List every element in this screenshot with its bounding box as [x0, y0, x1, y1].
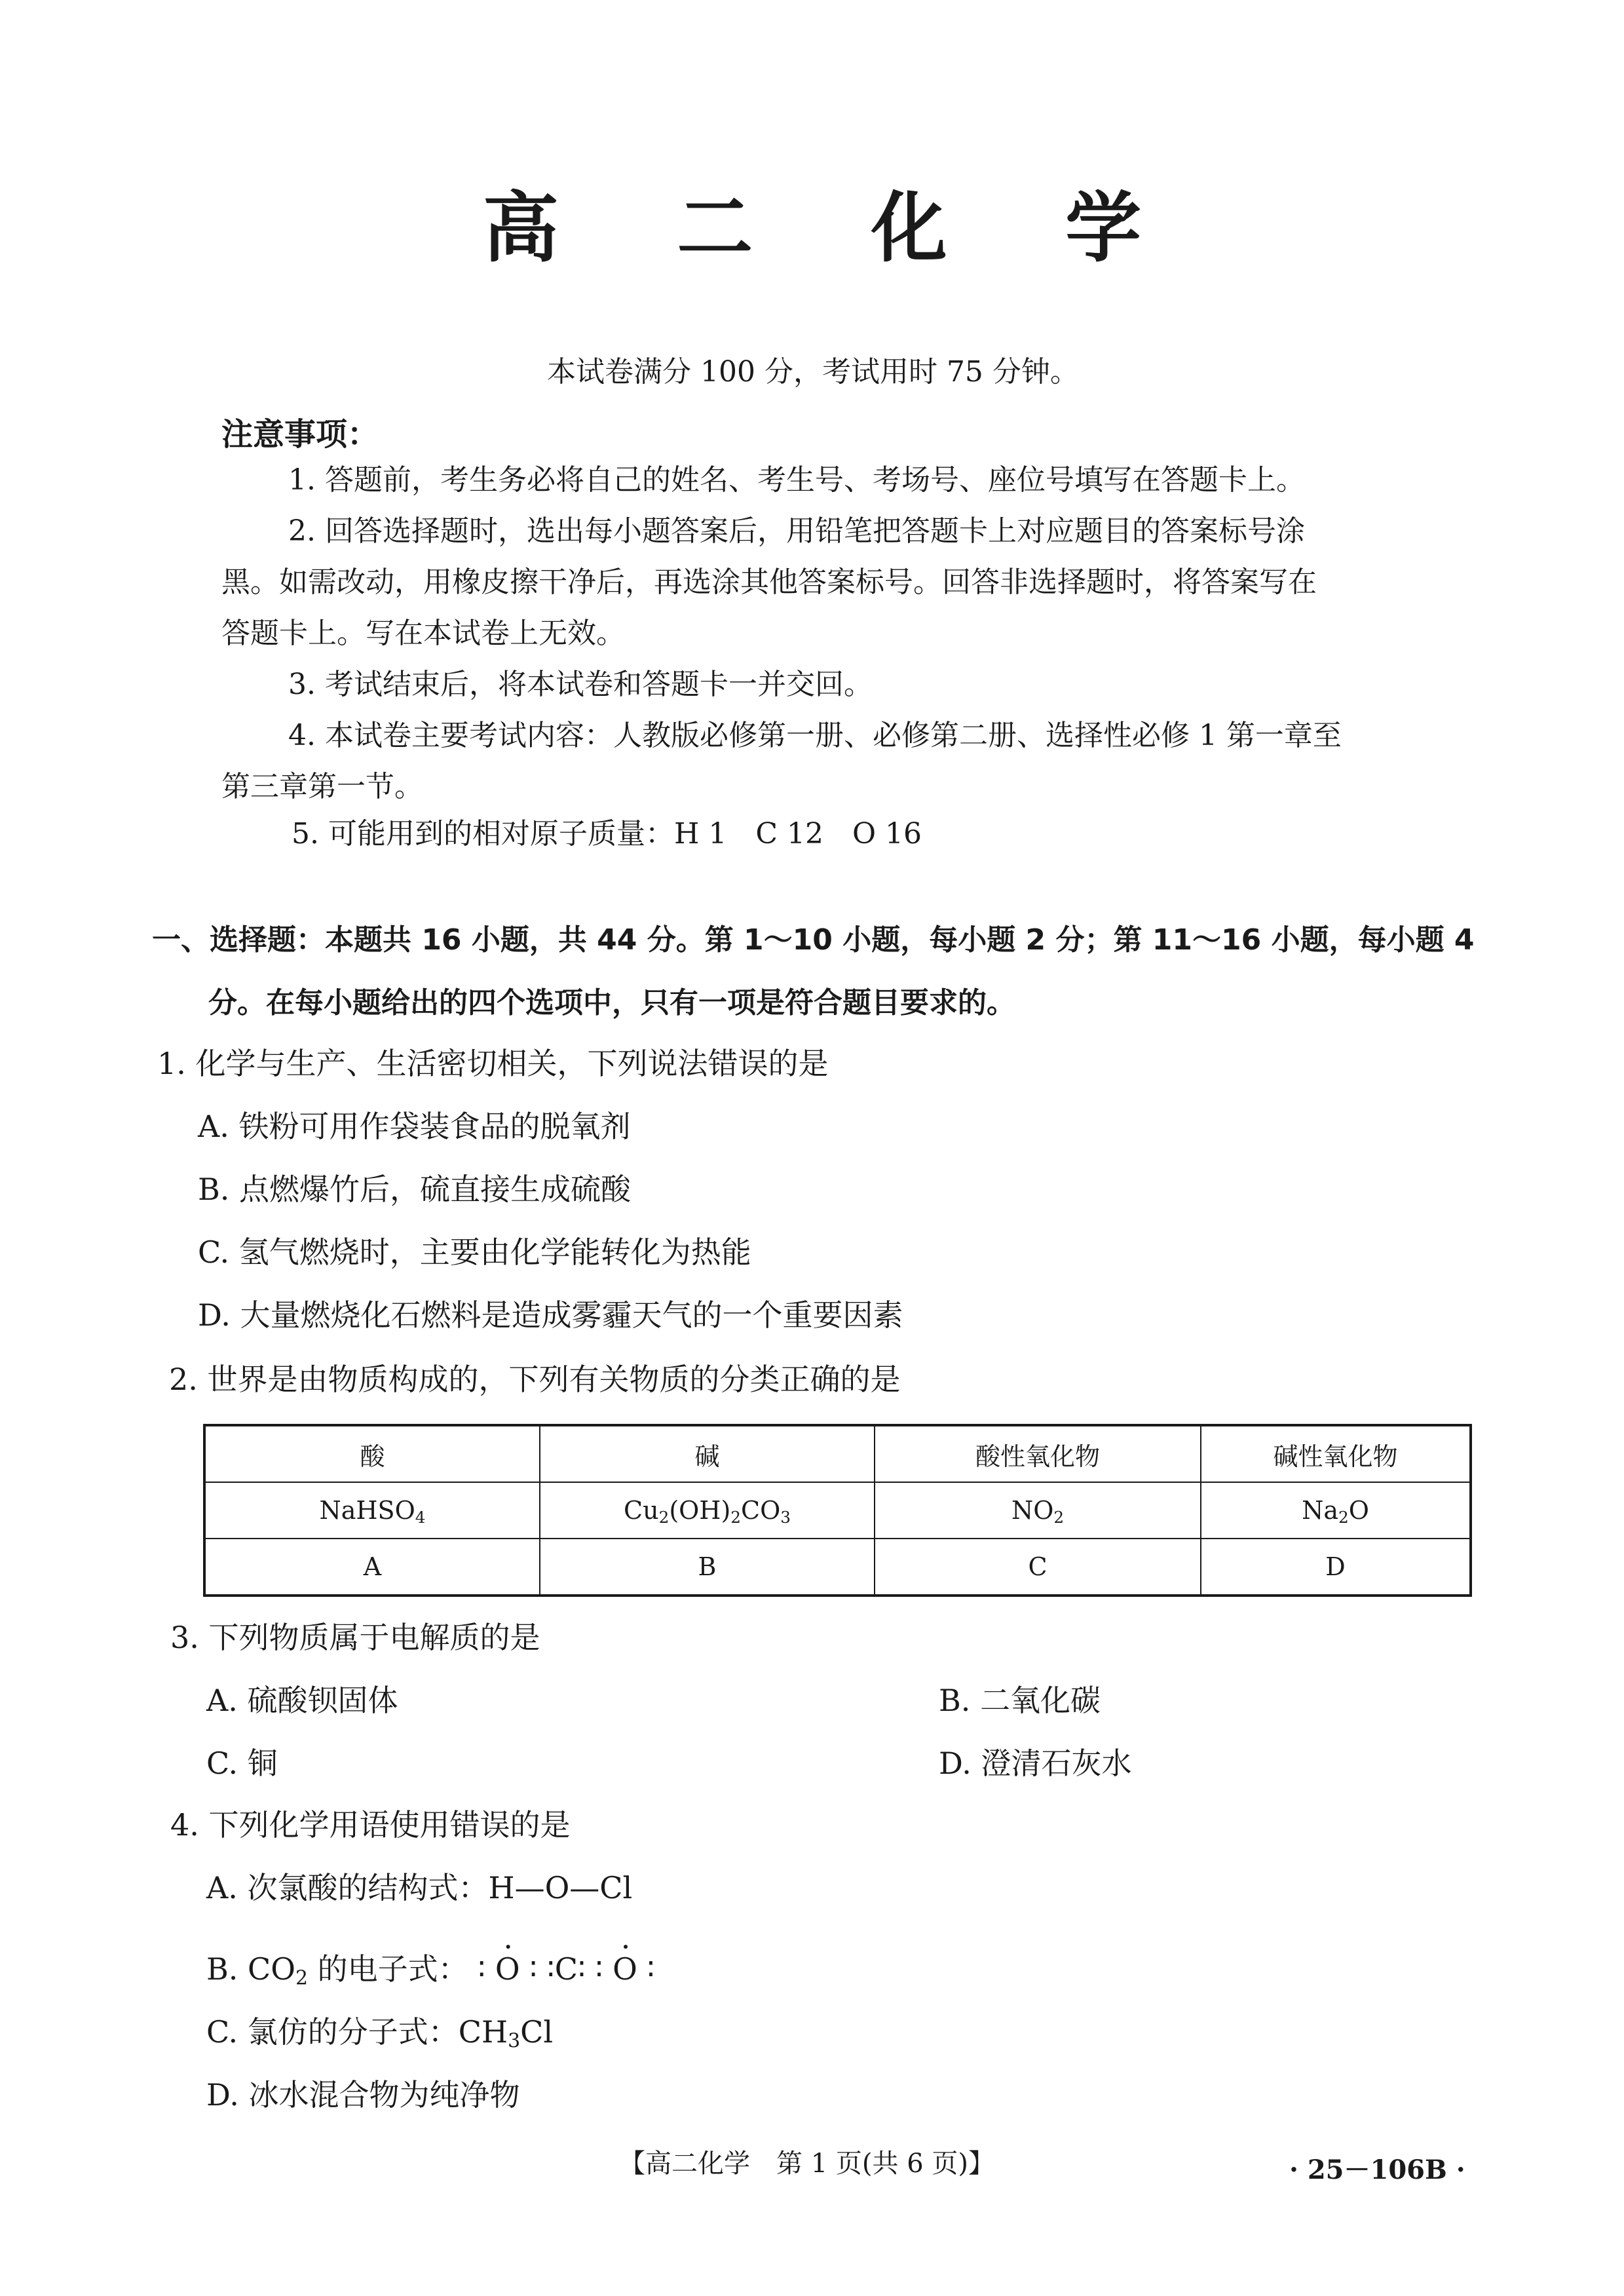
table-cell-acidic-oxide: $NO_2$ — [875, 1482, 1201, 1539]
table-row — [204, 1482, 1471, 1539]
table-cell-acid: NaHSO$_4$ — [204, 1482, 540, 1539]
q1-option-a: A. 铁粉可用作袋装食品的脱氧剂 — [198, 1109, 631, 1144]
note-line-4: 答题卡上。写在本试卷上无效。 — [221, 617, 625, 650]
q2-stem: 2. 世界是由物质构成的，下列有关物质的分类正确的是 — [169, 1362, 901, 1397]
q3-option-a: A. 硫酸钡固体 — [206, 1683, 398, 1718]
note-line-8: 5. 可能用到的相对原子质量：H 1 C 12 O 16 — [292, 817, 922, 851]
q3-option-b: B. 二氧化碳 — [939, 1683, 1101, 1718]
section-heading-line-2: 分。在每小题给出的四个选项中，只有一项是符合题目要求的。 — [208, 986, 1015, 1020]
section-heading-line-1: 一、选择题：本题共 16 小题，共 44 分。第 1～10 小题，每小题 2 分；第 11～16 小题，每小题 4 — [152, 923, 1475, 957]
table-option-b: B — [540, 1539, 875, 1596]
table-header-row — [204, 1425, 1471, 1482]
q4-option-d: D. 冰水混合物为纯净物 — [206, 2077, 520, 2113]
electron-formula-carbon: ∶C∶ — [546, 1951, 586, 1987]
q4-option-b: B. $CO_2$ 的电子式： · ∶ O ∶ ∶C∶ · ∶ O ∶ — [206, 1950, 654, 1988]
note-line-1: 1. 答题前，考生务必将自己的姓名、考生号、考场号、座位号填写在答题卡上。 — [288, 463, 1305, 497]
q3-option-c: C. 铜 — [206, 1746, 278, 1781]
notes-heading: 注意事项： — [221, 416, 379, 453]
table-option-a: A — [204, 1539, 540, 1596]
q3-stem: 3. 下列物质属于电解质的是 — [170, 1620, 540, 1655]
q3-option-d: D. 澄清石灰水 — [939, 1746, 1132, 1781]
table-header-base: 碱 — [540, 1425, 875, 1482]
q1-option-d: D. 大量燃烧化石燃料是造成雾霾天气的一个重要因素 — [198, 1297, 903, 1333]
table-header-acid: 酸 — [204, 1425, 540, 1482]
note-line-7: 第三章第一节。 — [221, 770, 423, 803]
note-line-2: 2. 回答选择题时，选出每小题答案后，用铅笔把答题卡上对应题目的答案标号涂 — [288, 514, 1305, 548]
q1-option-b: B. 点燃爆竹后，硫直接生成硫酸 — [198, 1172, 632, 1207]
table-row — [204, 1539, 1471, 1596]
q1-option-c: C. 氢气燃烧时，主要由化学能转化为热能 — [198, 1234, 751, 1270]
exam-info: 本试卷满分 100 分，考试用时 75 分钟。 — [547, 355, 1079, 389]
note-line-5: 3. 考试结束后，将本试卷和答题卡一并交回。 — [288, 668, 873, 701]
note-line-3: 黑。如需改动，用橡皮擦干净后，再选涂其他答案标号。回答非选择题时，将答案写在 — [221, 565, 1317, 599]
note-line-6: 4. 本试卷主要考试内容：人教版必修第一册、必修第二册、选择性必修 1 第一章至 — [288, 719, 1342, 752]
q4-stem: 4. 下列化学用语使用错误的是 — [170, 1807, 571, 1843]
table-header-basic-oxide: 碱性氧化物 — [1201, 1425, 1471, 1482]
table-option-d: D — [1201, 1539, 1471, 1596]
page-title: 高 二 化 学 — [482, 183, 1188, 273]
classification-table — [203, 1424, 1472, 1597]
electron-formula-oxygen-right: · ∶ O ∶ — [595, 1950, 655, 1988]
electron-formula-oxygen-left: · ∶ O ∶ — [478, 1950, 537, 1988]
q4-option-c: C. 氯仿的分子式：$CH_3Cl$ — [206, 2014, 554, 2053]
table-option-c: C — [875, 1539, 1201, 1596]
q4-option-a: A. 次氯酸的结构式：H—O—Cl — [206, 1870, 633, 1905]
table-cell-basic-oxide: $Na_2O$ — [1201, 1482, 1471, 1539]
footer-code: · 25－106B · — [1289, 2154, 1465, 2185]
table-header-acidic-oxide: 酸性氧化物 — [875, 1425, 1201, 1482]
table-cell-base: $Cu_2(OH)_2CO_3$ — [540, 1482, 875, 1539]
footer-page-info: 【高二化学 第 1 页(共 6 页)】 — [619, 2149, 994, 2179]
q1-stem: 1. 化学与生产、生活密切相关，下列说法错误的是 — [157, 1046, 829, 1081]
